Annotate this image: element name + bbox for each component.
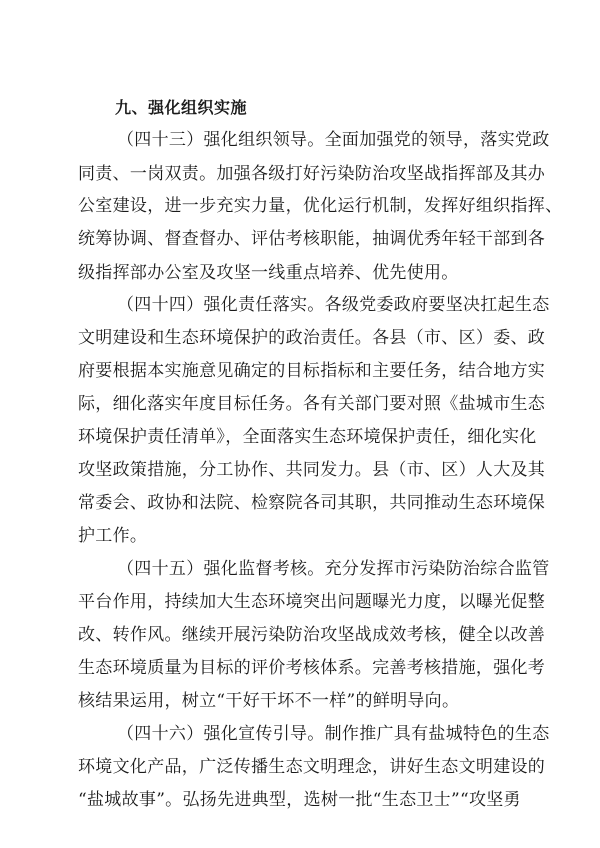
paragraph-2-line-2: 文明建设和生态环境保护的政治责任。各县（市、区）委、政 (78, 328, 546, 348)
paragraph-4-line-2: 环境文化产品，广泛传播生态文明理念，讲好生态文明建设的 (78, 757, 546, 777)
paragraph-1-line-5: 级指挥部办公室及攻坚一线重点培养、优先使用。 (78, 263, 459, 283)
paragraph-3-line-4: 生态环境质量为目标的评价考核体系。完善考核措施，强化考 (78, 658, 546, 678)
paragraph-2-line-3: 府要根据本实施意见确定的目标指标和主要任务，结合地方实 (78, 361, 546, 381)
paragraph-2-line-6: 攻坚政策措施，分工协作、共同发力。县（市、区）人大及其 (78, 460, 546, 480)
paragraph-2-line-7: 常委会、政协和法院、检察院各司其职，共同推动生态环境保 (78, 493, 546, 513)
paragraph-1-line-4: 统筹协调、督查督办、评估考核职能，抽调优秀年轻干部到各 (78, 229, 546, 249)
paragraph-3-line-2: 平台作用，持续加大生态环境突出问题曝光力度，以曝光促整 (78, 592, 546, 612)
paragraph-1-line-2: 同责、一岗双责。加强各级打好污染防治攻坚战指挥部及其办 (78, 164, 546, 184)
paragraph-3-line-5: 核结果运用，树立“干好干坏不一样”的鲜明导向。 (78, 691, 460, 711)
paragraph-4-line-3: “盐城故事”。弘扬先进典型，选树一批“生态卫士”“攻坚勇 (78, 790, 521, 810)
paragraph-1-line-3: 公室建设，进一步充实力量，优化运行机制，发挥好组织指挥、 (78, 196, 563, 216)
paragraph-3-line-1: （四十五）强化监督考核。充分发挥市污染防治综合监管 (117, 559, 550, 579)
paragraph-2-line-1: （四十四）强化责任落实。各级党委政府要坚决扛起生态 (117, 295, 550, 315)
paragraph-2-line-5: 环境保护责任清单》，全面落实生态环境保护责任，细化实化 (78, 427, 537, 447)
paragraph-2-line-8: 护工作。 (78, 526, 148, 546)
paragraph-3-line-3: 改、转作风。继续开展污染防治攻坚战成效考核，健全以改善 (78, 625, 546, 645)
paragraph-2-line-4: 际，细化落实年度目标任务。各有关部门要对照《盐城市生态 (78, 394, 546, 414)
paragraph-4-line-1: （四十六）强化宣传引导。制作推广具有盐城特色的生态 (117, 724, 550, 744)
section-heading: 九、强化组织实施 (115, 98, 248, 117)
paragraph-1-line-1: （四十三）强化组织领导。全面加强党的领导，落实党政 (117, 130, 550, 150)
